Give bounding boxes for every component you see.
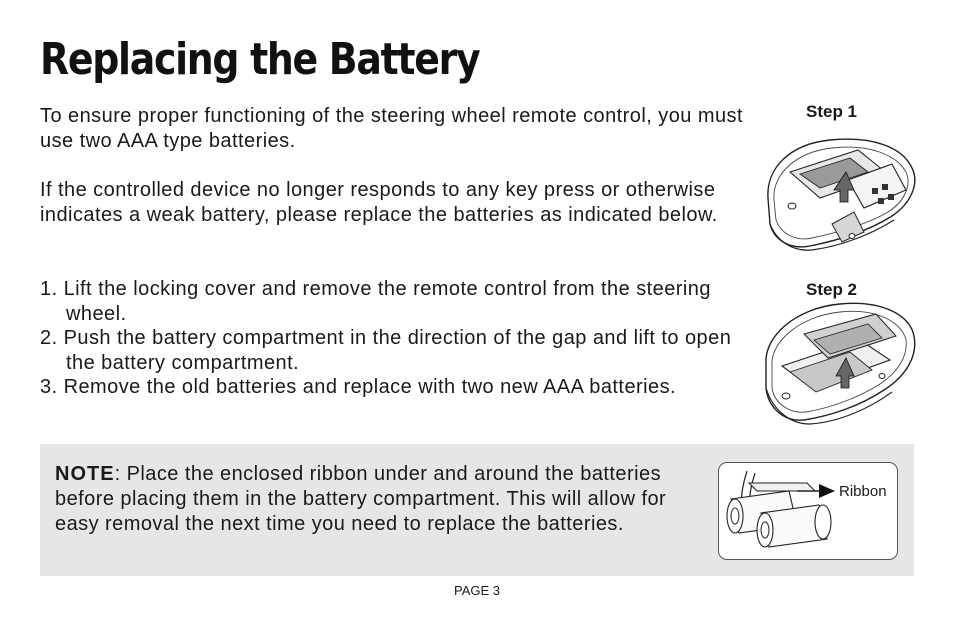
intro-paragraph-2: If the controlled device no longer responds to any key press or otherwise indicates a weak battery, please replace the batteries as indicated below.: [40, 179, 718, 226]
instruction-step-1: 1. Lift the locking cover and remove the remote control from the steering wheel.: [40, 278, 711, 325]
note-label: NOTE: [55, 463, 115, 485]
note-box: [40, 444, 914, 576]
step-2-label: Step 2: [806, 280, 858, 299]
instruction-steps: [40, 277, 760, 400]
ribbon-battery-illustration: [719, 463, 898, 560]
step-1-illustration: [760, 128, 920, 256]
instruction-step-3: 3. Remove the old batteries and replace with two new AAA batteries.: [40, 376, 677, 398]
ribbon-label: Ribbon: [839, 483, 887, 500]
step-2-illustration: [760, 300, 920, 428]
page-number: PAGE 3: [453, 583, 500, 598]
note-body: : Place the enclosed ribbon under and around the batteries before placing them in the battery compartment. This will allow for easy removal the next time you need to replace the batteries.: [55, 463, 667, 535]
instruction-step-2: 2. Push the battery compartment in the direction of the gap and lift to open the battery compartment.: [40, 327, 732, 374]
note-text: [55, 462, 695, 537]
ribbon-illustration-box: [718, 462, 898, 560]
step-1-label: Step 1: [806, 102, 858, 121]
intro-paragraph-1: To ensure proper functioning of the steering wheel remote control, you must use two AAA type batteries.: [40, 105, 744, 152]
page-title: Replacing the Battery: [40, 34, 480, 85]
